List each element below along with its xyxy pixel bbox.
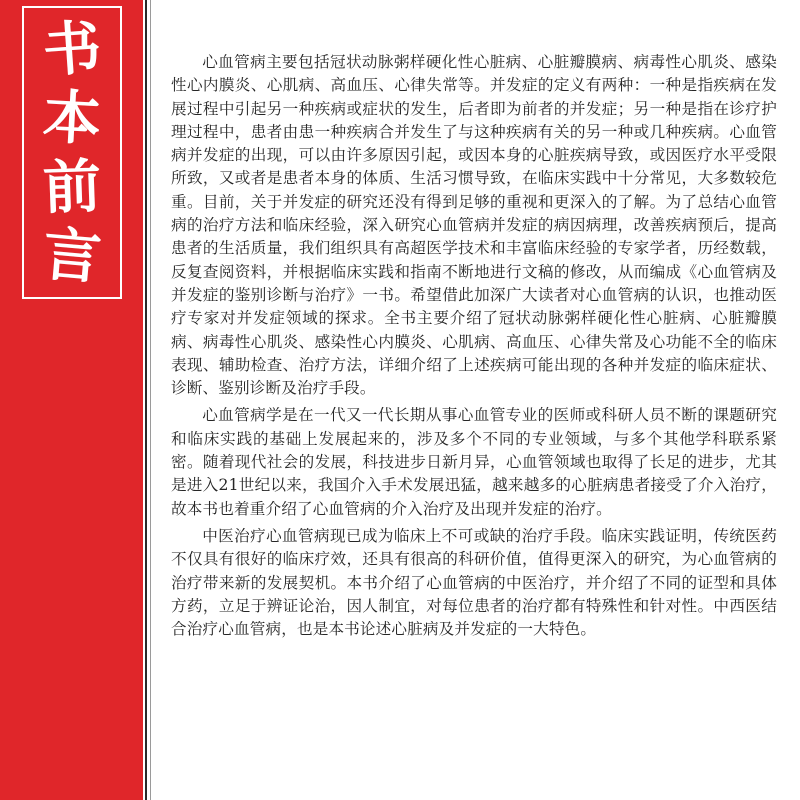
page-edge-line: [145, 0, 147, 800]
banner-panel: [0, 0, 143, 800]
preface-body: [171, 51, 777, 645]
page-edge-line-thin: [150, 0, 151, 800]
banner-char-4: 言: [40, 219, 104, 293]
paragraph-2: 心血管病学是在一代又一代长期从事心血管专业的医师或科研人员不断的课题研究和临床实践的基础上发展起来的，涉及多个不同的专业领域，与多个其他学科联系紧密。随着现代社会的发展，科技进步日新月异，心血管领域也取得了长足的进步，尤其是进入21世纪以来，我国介入手术发展迅猛，越来越多的心脏病患者接受了介入治疗，故本书也着重介绍了心血管病的介入治疗及出现并发症的治疗。: [171, 406, 777, 518]
banner-char-1: 书: [40, 12, 104, 85]
paragraph-3: 中医治疗心血管病现已成为临床上不可或缺的治疗手段。临床实践证明，传统医药不仅具有很好的临床疗效，还具有很高的科研价值，值得更深入的研究，为心血管病的治疗带来新的发展契机。本书介绍了心血管病的中医治疗，并介绍了不同的证型和具体方药，立足于辨证论治，因人制宜，对每位患者的治疗都有特殊性和针对性。中西医结合治疗心血管病，也是本书论述心脏病及并发症的一大特色。: [171, 526, 777, 639]
banner-title-frame: [22, 6, 122, 299]
paragraph-1: 心血管病主要包括冠状动脉粥样硬化性心脏病、心脏瓣膜病、病毒性心肌炎、感染性心内膜炎、心肌病、高血压、心律失常等。并发症的定义有两种：一种是指疾病在发展过程中引起另一种疾病或症状的发生，后者即为前者的并发症；另一种是指在诊疗护理过程中，患者由患一种疾病合并发生了与这种疾病有关的另一种或几种疾病。心血管病并发症的出现，可以由许多原因引起，或因本身的心脏疾病导致，或因医疗水平受限所致，又或者是患者本身的体质、生活习惯导致，在临床实践中十分常见，大多数较危重。目前，关于并发症的研究还没有得到足够的重视和更深入的了解。为了总结心血管病的治疗方法和临床经验，深入研究心血管病并发症的病因病理，改善疾病预后，提高患者的生活质量，我们组织具有高超医学技术和丰富临床经验的专家学者，历经数载，反复查阅资料，并根据临床实践和指南不断地进行文稿的修改，从而编成《心血管病及并发症的鉴别诊断与治疗》一书。希望借此加深广大读者对心血管病的认识，也推动医疗专家对并发症领域的探求。全书主要介绍了冠状动脉粥样硬化性心脏病、心脏瓣膜病、病毒性心肌炎、感染性心内膜炎、心肌病、高血压、心律失常及心功能不全的临床表现、辅助检查、治疗方法，详细介绍了上述疾病可能出现的各种并发症的临床症状、诊断、鉴别诊断及治疗手段。: [171, 53, 777, 398]
banner-char-2: 本: [41, 82, 103, 154]
banner-char-3: 前: [41, 152, 103, 223]
